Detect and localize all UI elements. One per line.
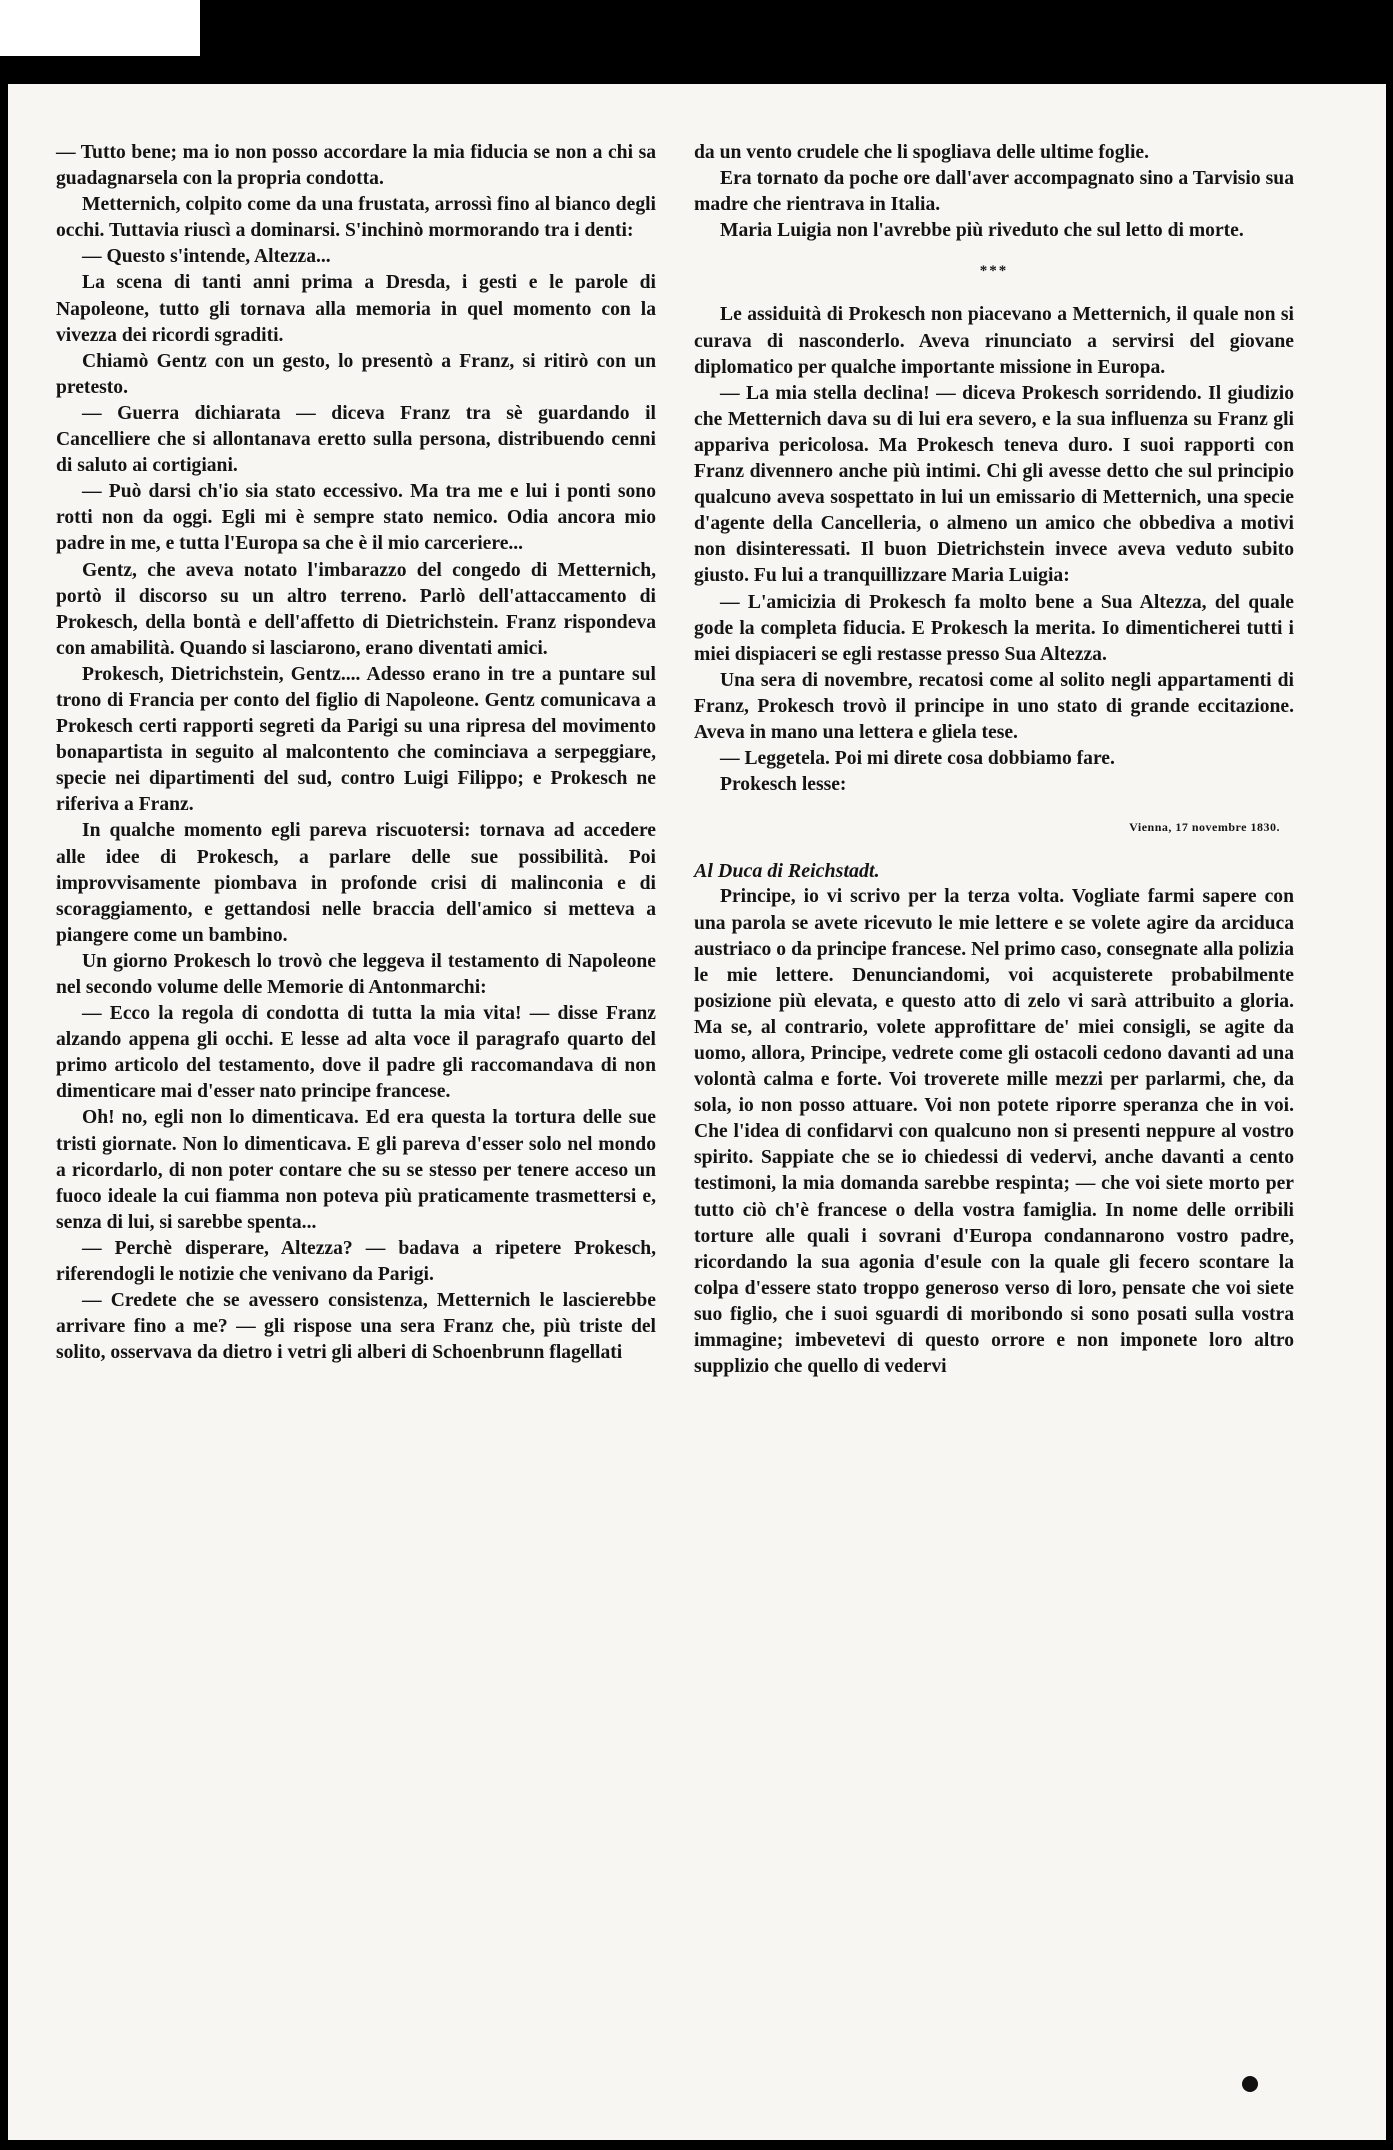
scan-corner [0, 0, 200, 56]
paragraph: Una sera di novembre, recatosi come al solito negli appartamenti di Franz, Prokesch trovò il principe in uno stato di grande eccitazione. Aveva in mano una lettera e gliela tese. [694, 669, 1294, 743]
left-column [56, 140, 656, 1366]
letter-date: Vienna, 17 novembre 1830. [1129, 820, 1280, 835]
paragraph: — Ecco la regola di condotta di tutta la mia vita! — disse Franz alzando appena gli occhi. E lesse ad alta voce il paragrafo quarto del primo articolo del testamento, dove il padre gli raccomandava di non dimenticare mai d'esser nato principe francese. [56, 1003, 656, 1103]
page-marker-dot [1242, 2076, 1258, 2092]
paragraph: La scena di tanti anni prima a Dresda, i gesti e le parole di Napoleone, tutto gli tornava alla memoria in quel momento con la vivezza dei ricordi sgraditi. [56, 272, 656, 346]
paragraph: — Guerra dichiarata — diceva Franz tra sè guardando il Cancelliere che si allontanava eretto sulla persona, distribuendo cenni di saluto ai cortigiani. [56, 402, 656, 477]
paragraph: In qualche momento egli pareva riscuotersi: tornava ad accedere alle idee di Prokesch, a parlare delle sue possibilità. Poi improvvisamente piombava in profonde crisi di malinconia e di scoraggiamento, e gettandosi nelle braccia dell'amico si metteva a piangere come un bambino. [56, 820, 656, 946]
paragraph: — La mia stella declina! — diceva Prokesch sorridendo. Il giudizio che Metternich dava su di lui era severo, e la sua influenza su Franz gli appariva pericolosa. Ma Prokesch teneva duro. I suoi rapporti con Franz divennero anche più intimi. Chi gli avesse detto che sul principio qualcuno aveva sospettato in lui un emissario di Metternich, una specie d'agente della Cancelleria, o almeno un amico che obbediva a motivi non disinteressati. Il buon Dietrichstein invece aveva veduto subito giusto. Fu lui a tranquillizzare Maria Luigia: [694, 382, 1294, 587]
right-column [694, 140, 1294, 1380]
paragraph: Prokesch, Dietrichstein, Gentz.... Adesso erano in tre a puntare sul trono di Francia per conto del figlio di Napoleone. Gentz comunicava a Prokesch certi rapporti segreti da Parigi su una ripresa del movimento bonapartista in seguito al malcontento che cominciava a serpeggiare, specie nei dipartimenti del sud, contro Luigi Filippo; e Prokesch ne riferiva a Franz. [56, 663, 656, 816]
book-page [8, 84, 1386, 2140]
paragraph: Gentz, che aveva notato l'imbarazzo del congedo di Metternich, portò il discorso su un altro terreno. Parlò dell'attaccamento di Prokesch, della bontà e dell'affetto di Dietrichstein. Franz rispondeva con amabilità. Quando si lasciarono, erano diventati amici. [56, 559, 656, 659]
paragraph: Chiamò Gentz con un gesto, lo presentò a Franz, si ritirò con un pretesto. [56, 350, 656, 398]
paragraph: Un giorno Prokesch lo trovò che leggeva il testamento di Napoleone nel secondo volume delle Memorie di Antonmarchi: [56, 950, 656, 998]
paragraph: Oh! no, egli non lo dimenticava. Ed era questa la tortura delle sue tristi giornate. Non lo dimenticava. E gli pareva d'esser solo nel mondo a ricordarlo, di non poter contare che su se stesso per tenere acceso un fuoco ideale la cui fiamma non poteva più praticamente trasmettersi e, senza di lui, si sarebbe spenta... [56, 1107, 656, 1233]
paragraph: Le assiduità di Prokesch non piacevano a Metternich, il quale non si curava di nasconderlo. Aveva rinunciato a servirsi del giovane diplomatico per qualche importante missione in Europa. [694, 304, 1294, 378]
paragraph: — Perchè disperare, Altezza? — badava a ripetere Prokesch, riferendogli le notizie che venivano da Parigi. [56, 1237, 656, 1286]
paragraph: — Questo s'intende, Altezza... [82, 246, 331, 268]
section-break: *** [979, 263, 1009, 280]
paragraph: Era tornato da poche ore dall'aver accompagnato sino a Tarvisio sua madre che rientrava in Italia. [694, 168, 1294, 216]
paragraph: Metternich, colpito come da una frustata, arrossì fino al bianco degli occhi. Tuttavia riuscì a dominarsi. S'inchinò mormorando tra i denti: [56, 194, 656, 242]
paragraph: — Tutto bene; ma io non posso accordare la mia fiducia se non a chi sa guadagnarsela con la propria condotta. [56, 142, 656, 190]
paragraph: Prokesch lesse: [720, 774, 847, 796]
letter-heading: Al Duca di Reichstadt. [694, 860, 880, 883]
paragraph: da un vento crudele che li spogliava delle ultime foglie. [694, 142, 1149, 163]
letter-body: Principe, io vi scrivo per la terza volta. Vogliate farmi sapere con una parola se avete ricevuto le mie lettere e se volete agire da arciduca austriaco o da principe francese. Nel primo caso, consegnate alla polizia le mie lettere. Denunciandomi, voi acquisterete probabilmente posizione più elevata, e questo atto di zelo vi sarà attribuito a gloria. Ma se, al contrario, volete approfittare de' miei consigli, se agite da uomo, allora, Principe, vedrete come gli ostacoli cedono davanti ad una volontà calma e forte. Voi troverete mille mezzi per parlarmi, che, da sola, io non posso attuare. Voi non potete riporre speranza che in voi. Che l'idea di confidarvi con qualcuno non si presenti neppure al vostro spirito. Sappiate che se io chiedessi di vedervi, anche davanti a cento testimoni, la mia domanda sarebbe respinta; — che voi siete morto per tutto ciò ch'è francese o della vostra famiglia. In nome delle orribili torture alle quali i sovrani d'Europa condannarono vostro padre, ricordando la sua agonia d'esule con la quale gli fecero scontare la colpa d'essere stato troppo generoso verso di loro, pensate che voi siete suo figlio, che i suoi sguardi di moribondo si sono posati sulla vostra immagine; imbevetevi di questo orrore e non imponete loro altro supplizio che quello di vedervi [694, 886, 1294, 1378]
paragraph: Maria Luigia non l'avrebbe più riveduto che sul letto di morte. [720, 220, 1244, 242]
paragraph: — Può darsi ch'io sia stato eccessivo. Ma tra me e lui i ponti sono rotti non da oggi. Egli mi è sempre stato nemico. Odia ancora mio padre in me, e tutta l'Europa sa che è il mio carceriere... [56, 481, 656, 555]
paragraph: — Leggetela. Poi mi direte cosa dobbiamo fare. [720, 748, 1115, 770]
paragraph: — Credete che se avessero consistenza, Metternich le lascierebbe arrivare fino a me? — gli rispose una sera Franz che, più triste del solito, osservava da dietro i vetri gli alberi di Schoenbrunn flagellati [56, 1290, 656, 1364]
paragraph: — L'amicizia di Prokesch fa molto bene a Sua Altezza, del quale gode la completa fiducia. E Prokesch la merita. Io dimenticherei tutti i miei dispiaceri se egli restasse presso Sua Altezza. [694, 591, 1294, 665]
